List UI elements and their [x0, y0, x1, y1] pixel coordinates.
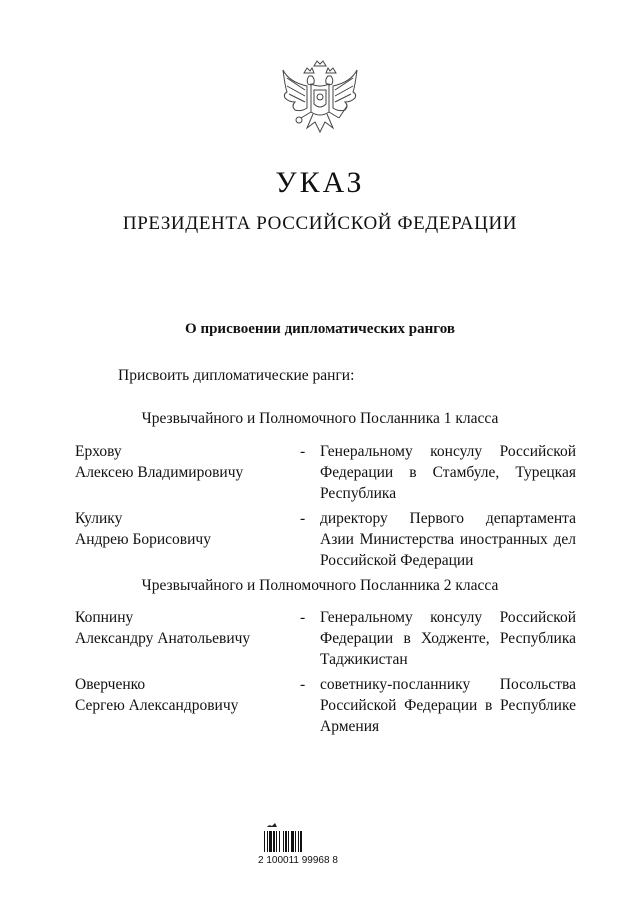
appointee-position: Генеральному консулу Российской Федерации в Ходженте, Республика Таджикистан	[320, 609, 576, 668]
appointee-given-name: Андрею Борисовичу	[75, 531, 211, 548]
coat-of-arms-icon	[277, 56, 363, 148]
appointee-surname: Оверченко	[75, 676, 146, 693]
appointee-position: директору Первого департамента Азии Министерства иностранных дел Российской Федерации	[320, 510, 576, 569]
appointee-name	[75, 607, 250, 649]
separator-dash: -	[300, 609, 306, 626]
appointee-surname: Копнину	[75, 609, 134, 626]
appointee-given-name: Александру Анатольевичу	[75, 630, 251, 647]
appointee-surname: Ерхову	[75, 443, 122, 460]
appointee-given-name: Алексею Владимировичу	[75, 464, 244, 481]
appointee-position: Генеральному консулу Российской Федерации в Стамбуле, Турецкая Республика	[320, 443, 576, 502]
rank-heading: Чрезвычайного и Полномочного Посланника 1 класса	[141, 410, 499, 427]
barcode-icon	[263, 822, 313, 852]
separator-dash: -	[300, 676, 306, 693]
document-title: УКАЗ	[275, 166, 365, 199]
document-subtitle: ПРЕЗИДЕНТА РОССИЙСКОЙ ФЕДЕРАЦИИ	[122, 213, 518, 234]
decree-subject: О присвоении дипломатических рангов	[185, 321, 455, 337]
appointee-position: советнику-посланнику Посольства Российской Федерации в Республике Армения	[320, 676, 576, 735]
appointee-given-name: Сергею Александровичу	[75, 697, 239, 714]
decree-intro: Присвоить дипломатические ранги:	[118, 367, 355, 384]
appointee-name	[75, 441, 243, 483]
appointee-name	[75, 508, 211, 550]
rank-heading: Чрезвычайного и Полномочного Посланника 2 класса	[141, 577, 499, 594]
separator-dash: -	[300, 510, 306, 527]
separator-dash: -	[300, 443, 306, 460]
appointee-surname: Кулику	[75, 510, 123, 527]
appointee-name	[75, 674, 238, 716]
barcode-number: 2 100011 99968 8	[258, 855, 338, 866]
